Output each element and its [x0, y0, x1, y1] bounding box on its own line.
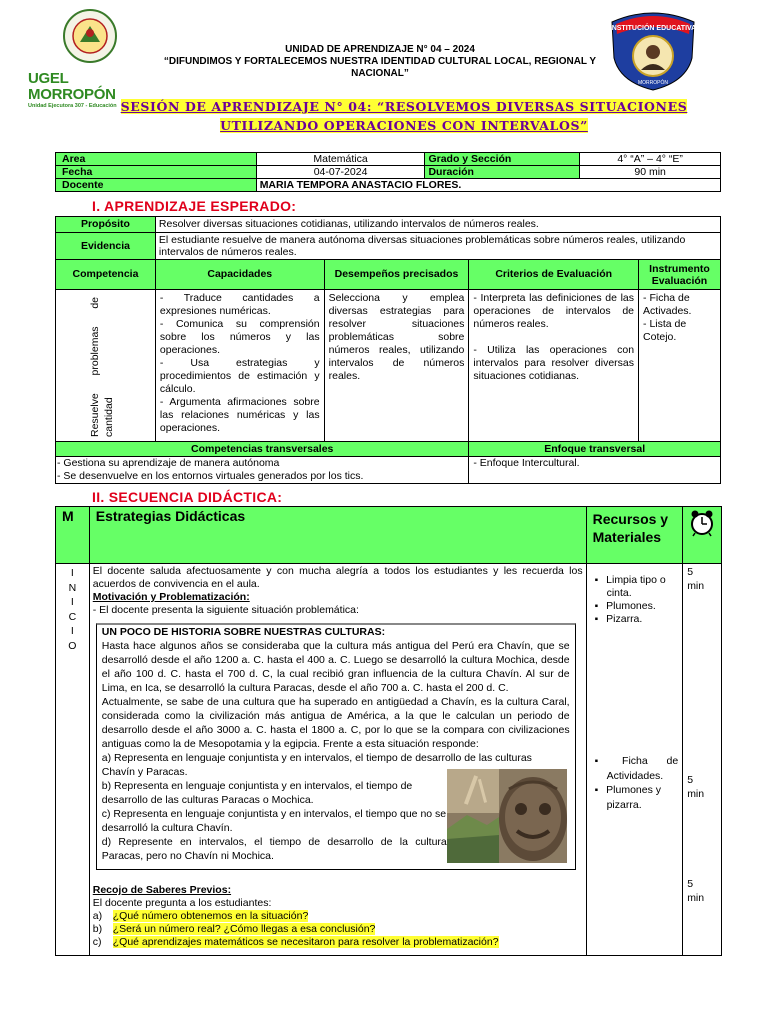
story-qa: a) Representa en lenguaje conjuntista y en intervalos, el tiempo de desarrollo de las culturas Chavín y Paracas.: [101, 752, 532, 778]
session-title: [110, 97, 698, 135]
strategies-cell: [89, 564, 586, 956]
area-label: Area: [56, 153, 257, 166]
transversal-label: Competencias transversales: [56, 442, 469, 457]
instrument-1: - Ficha de Activades.: [643, 292, 692, 317]
resource-item: ▪ Plumones y pizarra.: [607, 783, 679, 812]
duration-value: 90 min: [580, 166, 721, 179]
duration-label: Duración: [425, 166, 580, 179]
header-competence: Competencia: [56, 260, 156, 290]
session-title-text: SESIÓN DE APRENDIZAJE N° 04: “RESOLVEMOS DIVERSAS SITUACIONES UTILIZANDO OPERACIONES CON INTERVALOS”: [120, 99, 688, 133]
resources-list-1: [593, 574, 679, 626]
story-qc: c) Representa en lenguaje conjuntista y en intervalos, el tiempo que no se desarrolló la cultura Chavín.: [101, 808, 447, 834]
saberes-q-text: ¿Será un número real? ¿Cómo llegas a esa conclusión?: [112, 923, 376, 935]
unit-subtitle: “DIFUNDIMOS Y FORTALECEMOS NUESTRA IDENTIDAD CULTURAL LOCAL, REGIONAL Y NACIONAL”: [163, 56, 597, 79]
school-logo-sub: MORROPÓN: [638, 80, 668, 86]
criteria-cell: [469, 290, 639, 442]
saberes-question: [93, 923, 583, 936]
transversal-items: [56, 457, 469, 484]
capacity-3: - Usa estrategias y procedimientos de estimación y cálculo.: [159, 357, 320, 395]
saberes-letter: a): [92, 910, 103, 922]
evidence-value: El estudiante resuelve de manera autónoma diversas situaciones problemáticas sobre números reales, utilizando intervalos de números reales.: [155, 233, 720, 260]
resource-item: ▪ Limpia tipo o cinta.: [607, 574, 679, 600]
saberes-q-text: ¿Qué aprendizajes matemáticos se necesitaron para resolver la problematización?: [112, 936, 499, 948]
time-1: 5 min: [687, 566, 705, 592]
time-2: 5 min: [687, 774, 705, 800]
resource-item: ▪ Pizarra.: [607, 613, 679, 626]
time-cell: [683, 564, 722, 956]
moment-cell: [56, 564, 90, 956]
section1-title: I. APRENDIZAJE ESPERADO:: [92, 198, 297, 214]
col-resources: Recursos y Materiales: [586, 507, 683, 564]
approach-label: Enfoque transversal: [469, 442, 721, 457]
school-shield-icon: [606, 8, 700, 92]
resources-list-2: [593, 754, 679, 812]
capacity-4: - Argumenta afirmaciones sobre las relaciones numéricas y las operaciones.: [159, 396, 320, 434]
date-value: 04-07-2024: [256, 166, 425, 179]
time-3: 5 min: [687, 878, 705, 904]
school-logo-text: INSTITUCIÓN EDUCATIVA: [609, 25, 697, 32]
moment-letter: O: [68, 639, 77, 652]
sequence-table: [55, 506, 722, 956]
ugel-seal-icon: [28, 6, 148, 66]
resource-item: ▪ Plumones.: [607, 600, 679, 613]
chavin-stone-head-image: [447, 769, 567, 863]
approach-item-1: - Enfoque Intercultural.: [473, 457, 580, 469]
story-box: [96, 623, 576, 870]
header-instrument: Instrumento Evaluación: [639, 260, 721, 290]
capacity-1: - Traduce cantidades a expresiones numéricas.: [159, 292, 320, 317]
transversal-item-1: - Gestiona su aprendizaje de manera autónoma: [57, 457, 280, 469]
instruments-cell: [639, 290, 721, 442]
story-title: UN POCO DE HISTORIA SOBRE NUESTRAS CULTURAS:: [101, 626, 386, 638]
date-label: Fecha: [56, 166, 257, 179]
area-value: Matemática: [256, 153, 425, 166]
saberes-title: Recojo de Saberes Previos:: [92, 884, 232, 896]
instrument-2: - Lista de Cotejo.: [643, 318, 687, 343]
moment-letter: C: [68, 610, 77, 623]
info-table: [55, 152, 721, 192]
ugel-logo-text: UGEL MORROPÓN: [28, 70, 116, 103]
header-performances: Desempeños precisados: [324, 260, 469, 290]
learning-table: [55, 216, 721, 484]
school-logo: [606, 8, 700, 92]
moment-letter: I: [70, 596, 74, 608]
ugel-logo-sub: Unidad Ejecutora 307 - Educación: [28, 103, 117, 109]
grade-value: 4° “A” – 4° “E”: [580, 153, 721, 166]
col-time: [683, 507, 722, 564]
criterion-1: - Interpreta las definiciones de las operaciones de intervalos de números reales.: [473, 292, 635, 330]
saberes-letter: b): [92, 923, 103, 935]
unit-title: UNIDAD DE APRENDIZAJE N° 04 – 2024: [285, 44, 475, 55]
teacher-value: MARIA TEMPORA ANASTACIO FLORES.: [256, 179, 720, 192]
capacity-2: - Comunica su comprensión sobre los números y las operaciones.: [159, 318, 320, 356]
moment-letter: I: [70, 625, 74, 637]
performances-cell: Selecciona y emplea diversas estrategias para resolver situaciones problemáticas sobre números reales, utilizando intervalos de números reales.: [324, 290, 469, 442]
saberes-letter: c): [92, 936, 102, 948]
header-capacities: Capacidades: [155, 260, 324, 290]
alarm-clock-icon: [689, 509, 715, 537]
moment-letter: I: [70, 567, 74, 579]
ugel-logo: [28, 6, 148, 109]
competence-cell: [56, 290, 156, 442]
motivation-title: Motivación y Problematización:: [92, 591, 250, 603]
teacher-label: Docente: [56, 179, 257, 192]
header-criteria: Criterios de Evaluación: [469, 260, 639, 290]
criterion-2: - Utiliza las operaciones con intervalos para resolver diversas situaciones cotidianas.: [473, 344, 635, 382]
story-p2: Actualmente, se sabe de una cultura que ha superado en antigüedad a Chavín, es la cultura Caral, considerada como la civilización más antigua de América, a la que le calculan un periodo de desarrollo desde el año 3000 a. C. hasta el 1800 a. C, por lo que se la compara con civilizaciones antiguas como la de Mesopotamia y la egipcia. Frente a esta situación responde:: [101, 696, 570, 750]
saberes-question: [93, 910, 583, 923]
competence-text: Resuelve problemas de cantidad: [89, 297, 115, 437]
capacities-cell: [155, 290, 324, 442]
story-p1: Hasta hace algunos años se consideraba que la cultura más antigua del Perú era Chavín, que se desarrolló desde el año 1200 a. C. hasta el 400 a. C. Luego se desarrolló la cultura Mochica, desde el año 100 d. C. hasta el 700 d. C, la cual recibió gran influencia de la cultura Chavín. Al sur de Lima, en Ica, se desarrolló la cultura Paracas, desde el año 700 a. C. hasta el 200 d. C.: [101, 640, 570, 694]
purpose-value: Resolver diversas situaciones cotidianas, utilizando intervalos de números reales.: [155, 217, 720, 233]
intro-text: El docente saluda afectuosamente y con mucha alegría a todos los estudiantes y les recuerda los acuerdos de convivencia en el aula.: [92, 565, 583, 590]
saberes-question: [93, 936, 583, 949]
purpose-label: Propósito: [56, 217, 156, 233]
saberes-text: El docente pregunta a los estudiantes:: [92, 897, 272, 909]
moment-letter: N: [68, 581, 77, 594]
transversal-item-2: - Se desenvuelve en los entornos virtuales generados por los tics.: [57, 470, 364, 482]
section2-title: II. SECUENCIA DIDÁCTICA:: [92, 489, 283, 505]
evidence-label: Evidencia: [56, 233, 156, 260]
story-qd: d) Represente en intervalos, el tiempo de desarrollo de la cultura Paracas, pero no Chavín ni Mochica.: [101, 836, 447, 862]
resources-cell: [586, 564, 683, 956]
story-qb: b) Representa en lenguaje conjuntista y en intervalos, el tiempo de desarrollo de las culturas Paracas o Mochica.: [101, 780, 413, 806]
col-m: M: [56, 507, 90, 564]
saberes-q-text: ¿Qué número obtenemos en la situación?: [112, 910, 309, 922]
resource-item: ▪ Ficha de Actividades.: [607, 754, 679, 783]
approach-items: [469, 457, 721, 484]
col-strategies: Estrategias Didácticas: [89, 507, 586, 564]
grade-label: Grado y Sección: [425, 153, 580, 166]
motivation-text: - El docente presenta la siguiente situación problemática:: [92, 604, 359, 616]
